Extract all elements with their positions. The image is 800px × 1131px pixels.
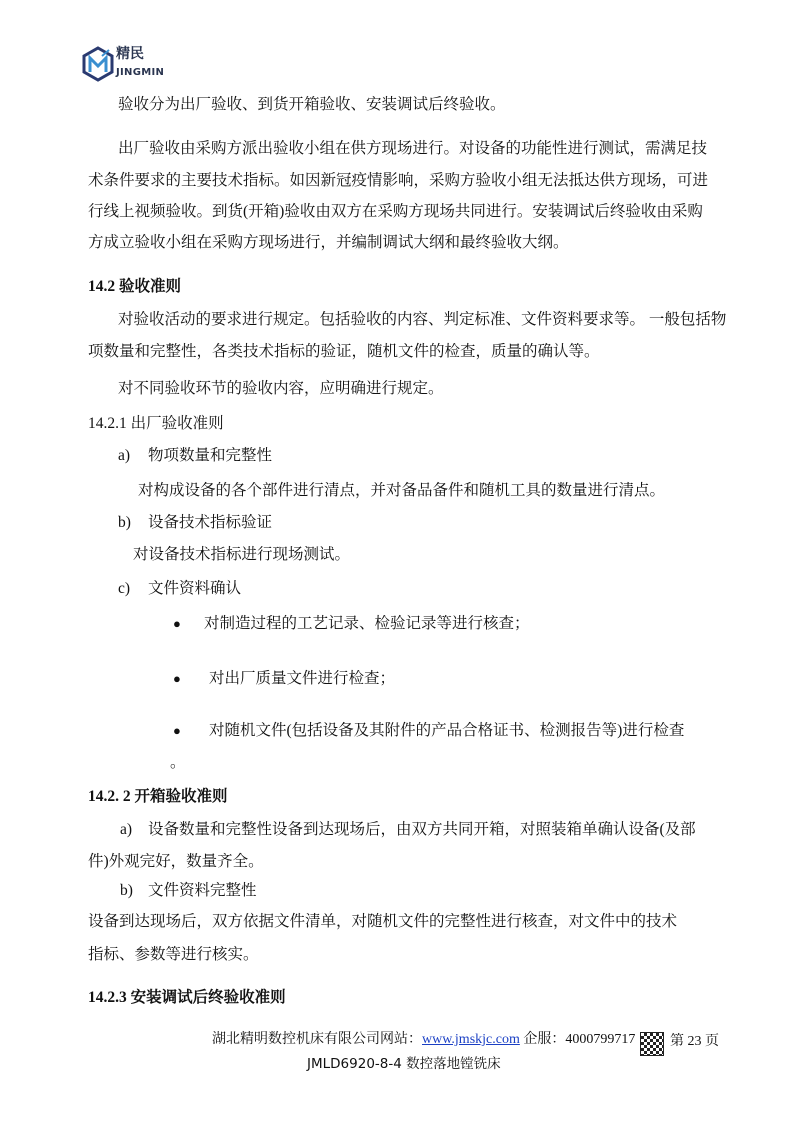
subsection-heading: 14.2.3 安装调试后终验收准则 xyxy=(88,989,286,1006)
list-item: 设备技术指标验证 xyxy=(148,514,273,531)
list-label: a) xyxy=(118,447,131,464)
list-item: 文件资料确认 xyxy=(148,580,242,597)
company-logo xyxy=(82,46,182,86)
footer-company: 湖北精明数控机床有限公司网站： xyxy=(212,1032,422,1047)
paragraph: 对设备技术指标进行现场测试。 xyxy=(133,546,351,563)
paragraph: 对构成设备的各个部件进行清点，并对备品备件和随机工具的数量进行清点。 xyxy=(138,482,666,499)
bullet-icon: ● xyxy=(173,616,181,631)
list-item: 文件资料完整性 xyxy=(148,882,257,899)
list-item: 设备数量和完整性设备到达现场后，由双方共同开箱，对照装箱单确认设备(及部 xyxy=(148,821,696,838)
paragraph-line: 出厂验收由采购方派出验收小组在供方现场进行。对设备的功能性进行测试，需满足技 xyxy=(118,140,708,157)
bullet-item: 对出厂质量文件进行检查； xyxy=(209,670,396,687)
website-link[interactable]: www.jmskjc.com xyxy=(422,1032,520,1047)
footer-model: JMLD6920-8-4 数控落地镗铣床 xyxy=(307,1056,501,1072)
list-label: b) xyxy=(118,514,131,531)
qr-code-icon xyxy=(640,1032,664,1056)
paragraph-line: 设备到达现场后，双方依据文件清单，对随机文件的完整性进行核查，对文件中的技术 xyxy=(88,913,678,930)
list-label: a) xyxy=(120,821,133,838)
paragraph: 验收分为出厂验收、到货开箱验收、安装调试后终验收。 xyxy=(118,96,506,113)
bullet-tail: 。 xyxy=(170,754,186,771)
paragraph-line: 方成立验收小组在采购方现场进行，并编制调试大纲和最终验收大纲。 xyxy=(88,234,569,251)
section-heading: 14.2 验收准则 xyxy=(88,278,182,295)
paragraph: 对不同验收环节的验收内容，应明确进行规定。 xyxy=(118,380,444,397)
paragraph-line: 行线上视频验收。到货(开箱)验收由双方在采购方现场共同进行。安装调试后终验收由采购 xyxy=(88,203,703,220)
list-item: 物项数量和完整性 xyxy=(148,447,273,464)
bullet-icon: ● xyxy=(173,723,181,738)
subsection-heading: 14.2. 2 开箱验收准则 xyxy=(88,788,228,805)
bullet-icon: ● xyxy=(173,671,181,686)
page-number: 第 23 页 xyxy=(670,1034,719,1049)
logo-hexagon-icon xyxy=(82,46,114,82)
logo-text-en: JINGMIN xyxy=(116,67,165,78)
paragraph-line: 项数量和完整性，各类技术指标的验证，随机文件的检查，质量的确认等。 xyxy=(88,343,600,360)
bullet-item: 对制造过程的工艺记录、检验记录等进行核查； xyxy=(204,615,530,632)
paragraph-line: 术条件要求的主要技术指标。如因新冠疫情影响，采购方验收小组无法抵达供方现场，可进 xyxy=(88,172,709,189)
list-label: c) xyxy=(118,580,131,597)
subsection-heading: 14.2.1 出厂验收准则 xyxy=(88,415,224,432)
paragraph-line: 对验收活动的要求进行规定。包括验收的内容、判定标准、文件资料要求等。 一般包括物 xyxy=(118,311,727,328)
bullet-item: 对随机文件(包括设备及其附件的产品合格证书、检测报告等)进行检查 xyxy=(209,722,685,739)
list-item-line: 件)外观完好，数量齐全。 xyxy=(88,853,264,870)
footer-contact xyxy=(212,1030,635,1050)
paragraph-line: 指标、参数等进行核实。 xyxy=(88,946,259,963)
logo-text-cn: 精民 xyxy=(116,46,144,62)
footer-service: 企服：4000799717 xyxy=(519,1032,636,1047)
list-label: b) xyxy=(120,882,133,899)
